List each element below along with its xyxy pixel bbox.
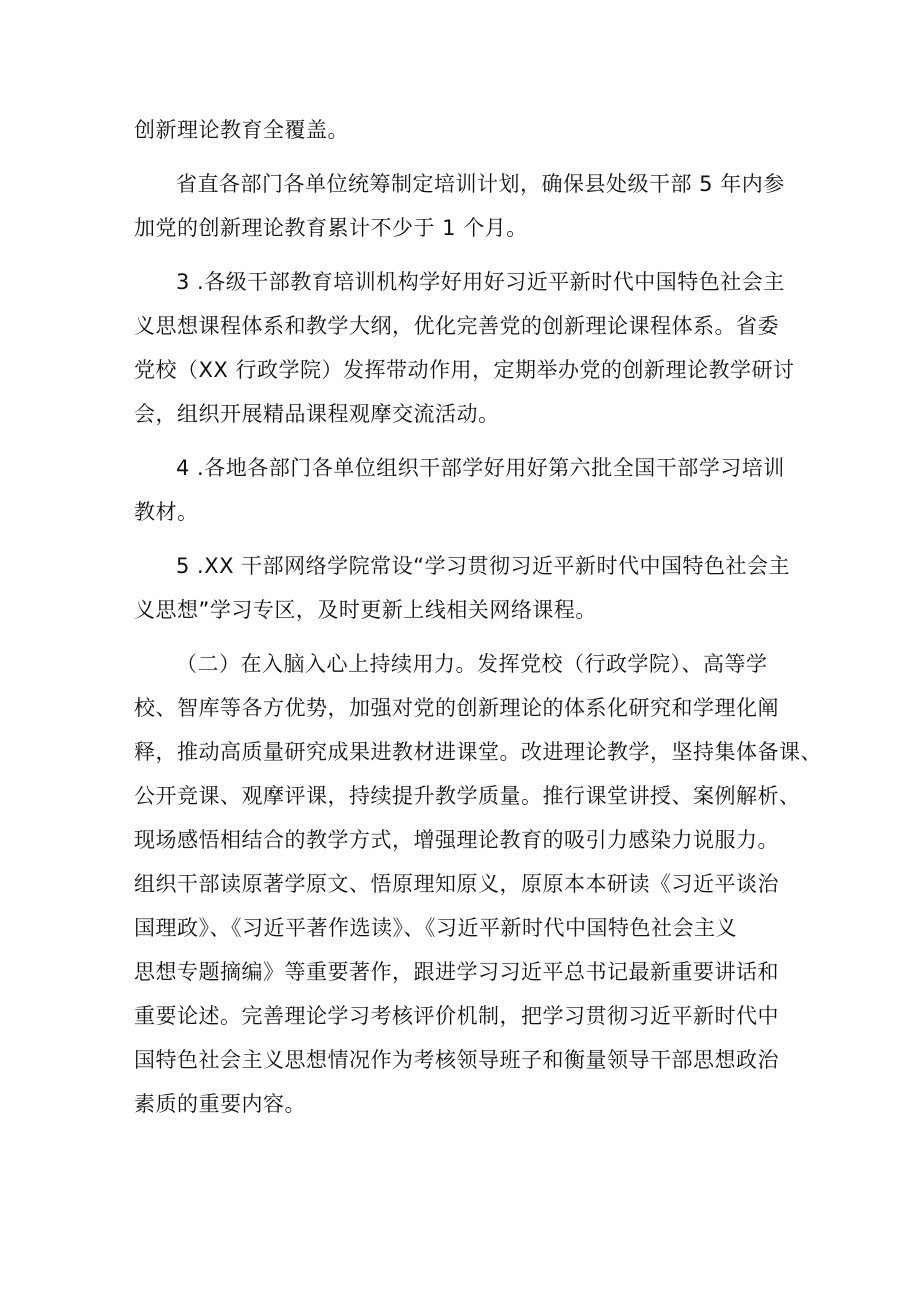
text-line: 4 .各地各部门各单位组织干部学好用好第六批全国干部学习培训 (176, 456, 785, 480)
text-line: （二）在入脑入心上持续用力。发挥党校（行政学院）、高等学 (176, 652, 768, 676)
text-line: 素质的重要内容。 (134, 1092, 306, 1116)
text-line: 公开竞课、观摩评课，持续提升教学质量。推行课堂讲授、案例解析、 (134, 784, 801, 808)
document-body (134, 108, 822, 1126)
text-line: 省直各部门各单位统筹制定培训计划，确保县处级干部 5 年内参 (176, 172, 785, 196)
text-line: 教材。 (134, 500, 199, 524)
paragraph-4 (134, 544, 794, 632)
paragraph-5 (134, 642, 822, 1126)
paragraph-3 (134, 446, 794, 534)
paragraph-0 (134, 108, 794, 152)
text-line: 义思想课程体系和教学大纲，优化完善党的创新理论课程体系。省委 (134, 314, 779, 338)
text-line: 义思想”学习专区，及时更新上线相关网络课程。 (134, 598, 597, 622)
text-line: 现场感悟相结合的教学方式，增强理论教育的吸引力感染力说服力。 (134, 828, 779, 852)
text-line: 加党的创新理论教育累计不少于 1 个月。 (134, 216, 528, 240)
text-line: 创新理论教育全覆盖。 (134, 118, 349, 142)
text-line: 国特色社会主义思想情况作为考核领导班子和衡量领导干部思想政治 (134, 1048, 779, 1072)
text-line: 3 .各级干部教育培训机构学好用好习近平新时代中国特色社会主 (176, 270, 785, 294)
text-line: 校、智库等各方优势，加强对党的创新理论的体系化研究和学理化阐 (134, 696, 779, 720)
text-line: 党校（XX 行政学院）发挥带动作用，定期举办党的创新理论教学研讨 (134, 358, 795, 382)
paragraph-1 (134, 162, 794, 250)
text-line: 重要论述。完善理论学习考核评价机制，把学习贯彻习近平新时代中 (134, 1004, 779, 1028)
text-line: 会，组织开展精品课程观摩交流活动。 (134, 402, 500, 426)
text-line: 思想专题摘编》等重要著作，跟进学习习近平总书记最新重要讲话和 (134, 960, 779, 984)
text-line: 国理政》、《习近平著作选读》、《习近平新时代中国特色社会主义 (134, 916, 737, 940)
paragraph-2 (134, 260, 794, 436)
text-line: 5 .XX 干部网络学院常设“学习贯彻习近平新时代中国特色社会主 (176, 554, 791, 578)
text-line: 释，推动高质量研究成果进教材进课堂。改进理论教学，坚持集体备课、 (134, 740, 822, 764)
text-line: 组织干部读原著学原文、悟原理知原义，原原本本研读《习近平谈治 (134, 872, 779, 896)
